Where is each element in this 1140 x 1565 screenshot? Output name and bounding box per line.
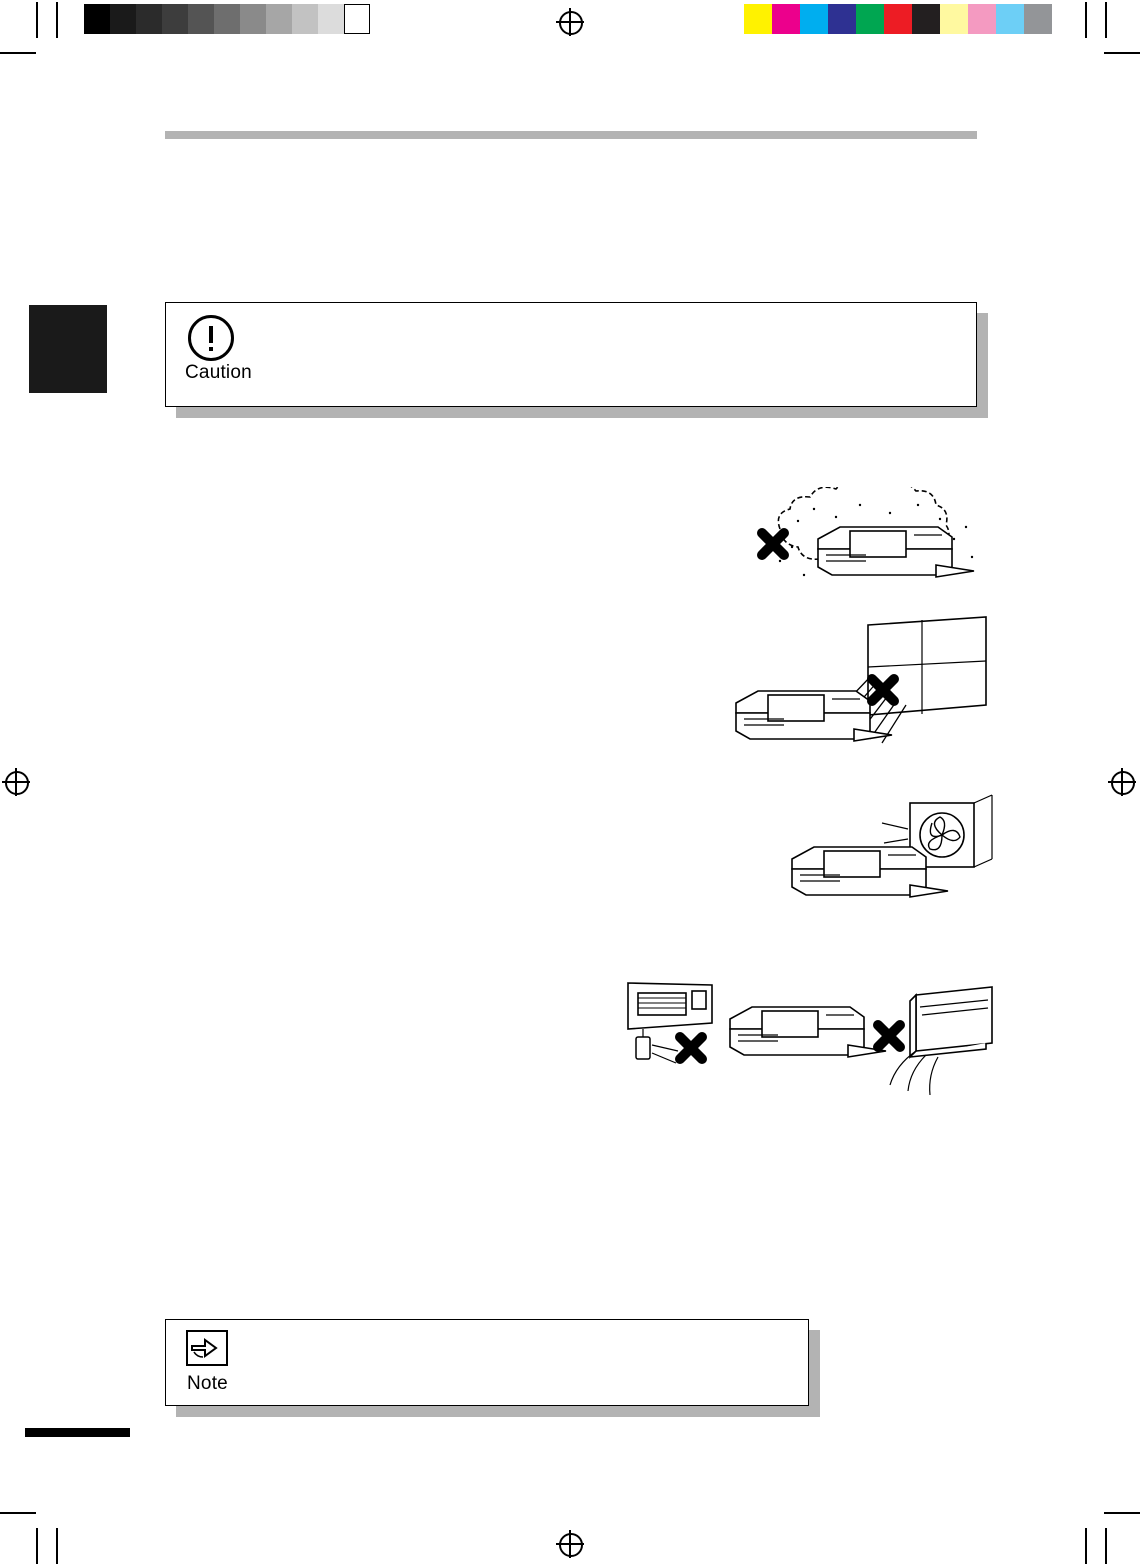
color-swatch (940, 4, 968, 34)
header-rule (165, 131, 977, 139)
color-swatch (996, 4, 1024, 34)
color-swatch (856, 4, 884, 34)
crop-mark (1105, 2, 1107, 38)
registration-mark-left (2, 768, 30, 796)
copier-near-ventilation-fan-illustration (782, 793, 998, 943)
color-swatch (884, 4, 912, 34)
grayscale-calibration-bar (84, 4, 370, 34)
gray-swatch (318, 4, 344, 34)
color-calibration-bar (744, 4, 1052, 34)
caution-box (165, 302, 977, 407)
gray-swatch (292, 4, 318, 34)
crop-mark (36, 1528, 38, 1564)
gray-swatch (344, 4, 370, 34)
copier-in-dusty-area-illustration (740, 487, 992, 595)
gray-swatch (162, 4, 188, 34)
gray-swatch (110, 4, 136, 34)
gray-swatch (136, 4, 162, 34)
color-swatch (744, 4, 772, 34)
gray-swatch (266, 4, 292, 34)
gray-swatch (84, 4, 110, 34)
color-swatch (968, 4, 996, 34)
crop-mark (0, 1512, 36, 1514)
exclamation-circle-icon (188, 315, 234, 361)
x-cross-prohibition-mark (762, 533, 784, 555)
crop-mark (1085, 1528, 1087, 1564)
crop-mark (1105, 1528, 1107, 1564)
registration-mark-top (556, 8, 584, 36)
chapter-thumb-tab (29, 305, 107, 393)
crop-mark (36, 2, 38, 38)
footer-rule (25, 1428, 130, 1437)
pointing-hand-icon (186, 1330, 228, 1366)
gray-swatch (188, 4, 214, 34)
crop-mark (56, 1528, 58, 1564)
note-label: Note (187, 1373, 228, 1394)
color-swatch (800, 4, 828, 34)
registration-mark-right (1108, 768, 1136, 796)
color-swatch (1024, 4, 1052, 34)
color-swatch (828, 4, 856, 34)
crop-mark (1104, 52, 1140, 54)
x-cross-prohibition-mark (878, 1025, 900, 1047)
crop-mark (1104, 1512, 1140, 1514)
gray-swatch (214, 4, 240, 34)
gray-swatch (240, 4, 266, 34)
note-box (165, 1319, 809, 1406)
copier-between-air-conditioner-and-heater-illustration (616, 975, 1000, 1120)
registration-mark-bottom (556, 1530, 584, 1558)
crop-mark (56, 2, 58, 38)
x-cross-prohibition-mark (680, 1037, 702, 1059)
color-swatch (772, 4, 800, 34)
crop-mark (1085, 2, 1087, 38)
copier-near-window-sunlight-illustration (726, 615, 994, 763)
color-swatch (912, 4, 940, 34)
caution-label: Caution (185, 362, 252, 383)
crop-mark (0, 52, 36, 54)
